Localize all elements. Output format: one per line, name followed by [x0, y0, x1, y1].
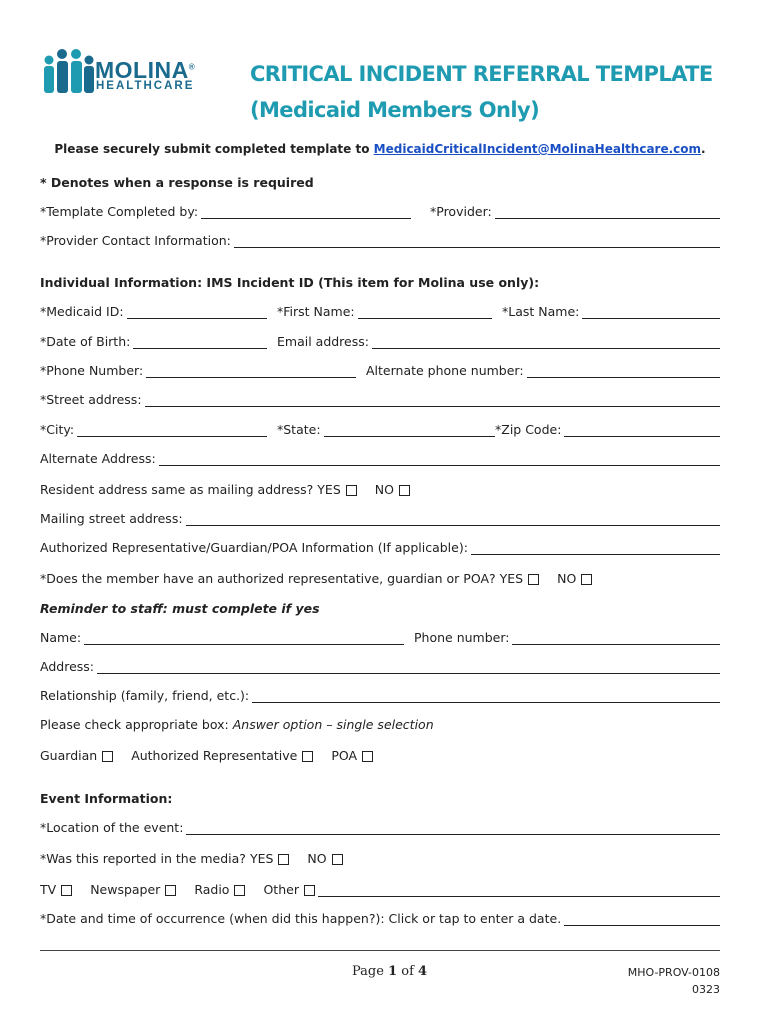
zip-field[interactable] — [564, 422, 720, 437]
resident-yes-label: YES — [317, 482, 341, 497]
authorized-rep-label: Authorized Representative — [131, 748, 298, 763]
submit-prefix: Please securely submit completed template to — [54, 142, 370, 156]
rep-name-label: Name: — [40, 630, 82, 645]
row-check-box-instr — [40, 712, 720, 732]
dob-label: *Date of Birth: — [40, 334, 131, 349]
location-label: *Location of the event: — [40, 820, 184, 835]
last-name-label: *Last Name: — [502, 304, 580, 319]
molina-people-icon — [40, 47, 96, 97]
required-note: * Denotes when a response is required — [40, 175, 314, 190]
page-prefix: Page — [352, 964, 389, 979]
page-title — [250, 56, 713, 128]
auth-rep-yes-checkbox[interactable] — [528, 574, 539, 585]
resident-no-checkbox[interactable] — [399, 485, 410, 496]
media-no-checkbox[interactable] — [332, 854, 343, 865]
provider-label: *Provider: — [430, 204, 492, 219]
row-date-time — [40, 906, 720, 926]
row-template-provider — [40, 199, 720, 219]
phone-label: *Phone Number: — [40, 363, 144, 378]
title-line2: (Medicaid Members Only) — [250, 98, 540, 122]
newspaper-checkbox[interactable] — [165, 885, 176, 896]
email-link[interactable]: MedicaidCriticalIncident@MolinaHealthcare.com — [373, 142, 702, 156]
date-time-label[interactable]: *Date and time of occurrence (when did this happen?): Click or tap to enter a date. — [40, 911, 562, 926]
row-dob-email — [40, 329, 720, 349]
city-field[interactable] — [77, 422, 267, 437]
page-number — [352, 964, 427, 979]
dob-field[interactable] — [133, 334, 267, 349]
row-ids — [40, 299, 720, 319]
provider-contact-field[interactable] — [234, 233, 720, 248]
row-alt-address — [40, 446, 720, 466]
first-name-label: *First Name: — [277, 304, 355, 319]
guardian-checkbox[interactable] — [102, 751, 113, 762]
footer-divider — [40, 950, 720, 951]
alt-address-label: Alternate Address: — [40, 451, 156, 466]
row-has-auth-rep — [40, 566, 720, 586]
template-completed-field[interactable] — [201, 204, 411, 219]
phone-field[interactable] — [146, 363, 356, 378]
auth-rep-yes-label: YES — [499, 571, 524, 586]
resident-yes-checkbox[interactable] — [346, 485, 357, 496]
molina-logo — [40, 47, 210, 97]
row-auth-rep-info — [40, 535, 720, 555]
provider-contact-label: *Provider Contact Information: — [40, 233, 231, 248]
email-label: Email address: — [277, 334, 369, 349]
row-street — [40, 387, 720, 407]
row-media-type — [40, 877, 720, 897]
has-auth-rep-label: *Does the member have an authorized representative, guardian or POA? — [40, 571, 496, 586]
alt-address-field[interactable] — [159, 451, 720, 466]
other-label: Other — [263, 882, 299, 897]
state-label: *State: — [277, 422, 321, 437]
row-phones — [40, 358, 720, 378]
radio-checkbox[interactable] — [234, 885, 245, 896]
other-checkbox[interactable] — [304, 885, 315, 896]
street-label: *Street address: — [40, 392, 142, 407]
email-field[interactable] — [372, 334, 720, 349]
poa-label: POA — [331, 748, 358, 763]
zip-label: *Zip Code: — [495, 422, 562, 437]
row-relationship — [40, 683, 720, 703]
auth-rep-info-field[interactable] — [471, 540, 720, 555]
tv-checkbox[interactable] — [61, 885, 72, 896]
row-rep-address — [40, 654, 720, 674]
rep-address-field[interactable] — [97, 659, 720, 674]
alt-phone-field[interactable] — [527, 363, 720, 378]
submit-suffix: . — [701, 142, 706, 156]
media-yes-label: YES — [249, 851, 274, 866]
rep-phone-label: Phone number: — [414, 630, 510, 645]
auth-rep-info-label: Authorized Representative/Guardian/POA Information (If applicable): — [40, 540, 468, 555]
media-label: *Was this reported in the media? — [40, 851, 246, 866]
logo-reg: ® — [188, 62, 196, 72]
medicaid-id-label: *Medicaid ID: — [40, 304, 124, 319]
auth-rep-no-checkbox[interactable] — [581, 574, 592, 585]
date-time-field[interactable] — [564, 911, 720, 926]
radio-label: Radio — [194, 882, 230, 897]
location-field[interactable] — [186, 820, 720, 835]
row-city-state-zip — [40, 417, 720, 437]
doc-code-2: 0323 — [692, 983, 720, 996]
logo-sub: HEALTHCARE — [96, 80, 195, 92]
mailing-street-field[interactable] — [186, 511, 720, 526]
relationship-field[interactable] — [252, 688, 720, 703]
event-heading: Event Information: — [40, 791, 173, 806]
resident-no-label: NO — [374, 482, 394, 497]
relationship-label: Relationship (family, friend, etc.): — [40, 688, 250, 703]
submit-instructions — [40, 136, 720, 156]
media-yes-checkbox[interactable] — [278, 854, 289, 865]
doc-code — [628, 964, 720, 998]
row-rep-name-phone — [40, 625, 720, 645]
row-location — [40, 815, 720, 835]
auth-rep-no-label: NO — [557, 571, 577, 586]
alt-phone-label: Alternate phone number: — [366, 363, 524, 378]
page-num: 1 — [388, 964, 398, 979]
last-name-field[interactable] — [582, 304, 720, 319]
logo-name: MOLINA — [95, 57, 189, 83]
doc-code-1: MHO-PROV-0108 — [627, 966, 720, 979]
other-field[interactable] — [318, 882, 720, 897]
provider-field[interactable] — [495, 204, 720, 219]
row-media — [40, 846, 720, 866]
page-of: of — [397, 964, 419, 979]
mailing-street-label: Mailing street address: — [40, 511, 183, 526]
medicaid-id-field[interactable] — [127, 304, 267, 319]
row-resident-same — [40, 477, 720, 497]
rep-address-label: Address: — [40, 659, 94, 674]
street-field[interactable] — [145, 392, 720, 407]
state-field[interactable] — [324, 422, 495, 437]
resident-same-label: Resident address same as mailing address? — [40, 482, 314, 497]
tv-label: TV — [40, 882, 57, 897]
media-no-label: NO — [307, 851, 327, 866]
first-name-field[interactable] — [358, 304, 492, 319]
row-mailing-street — [40, 506, 720, 526]
row-provider-contact — [40, 228, 720, 248]
poa-checkbox[interactable] — [362, 751, 373, 762]
row-rep-type — [40, 743, 720, 763]
rep-name-field[interactable] — [84, 630, 404, 645]
rep-phone-field[interactable] — [512, 630, 720, 645]
authorized-rep-checkbox[interactable] — [302, 751, 313, 762]
template-completed-label: *Template Completed by: — [40, 204, 199, 219]
page-total: 4 — [418, 964, 428, 979]
guardian-label: Guardian — [40, 748, 98, 763]
title-line1: CRITICAL INCIDENT REFERRAL TEMPLATE — [250, 62, 713, 86]
city-label: *City: — [40, 422, 75, 437]
answer-option-label: Answer option – single selection — [232, 717, 434, 732]
individual-heading: Individual Information: IMS Incident ID (This item for Molina use only): — [40, 275, 540, 290]
check-box-label: Please check appropriate box: — [40, 717, 229, 732]
reminder-text: Reminder to staff: must complete if yes — [40, 601, 320, 616]
newspaper-label: Newspaper — [90, 882, 161, 897]
